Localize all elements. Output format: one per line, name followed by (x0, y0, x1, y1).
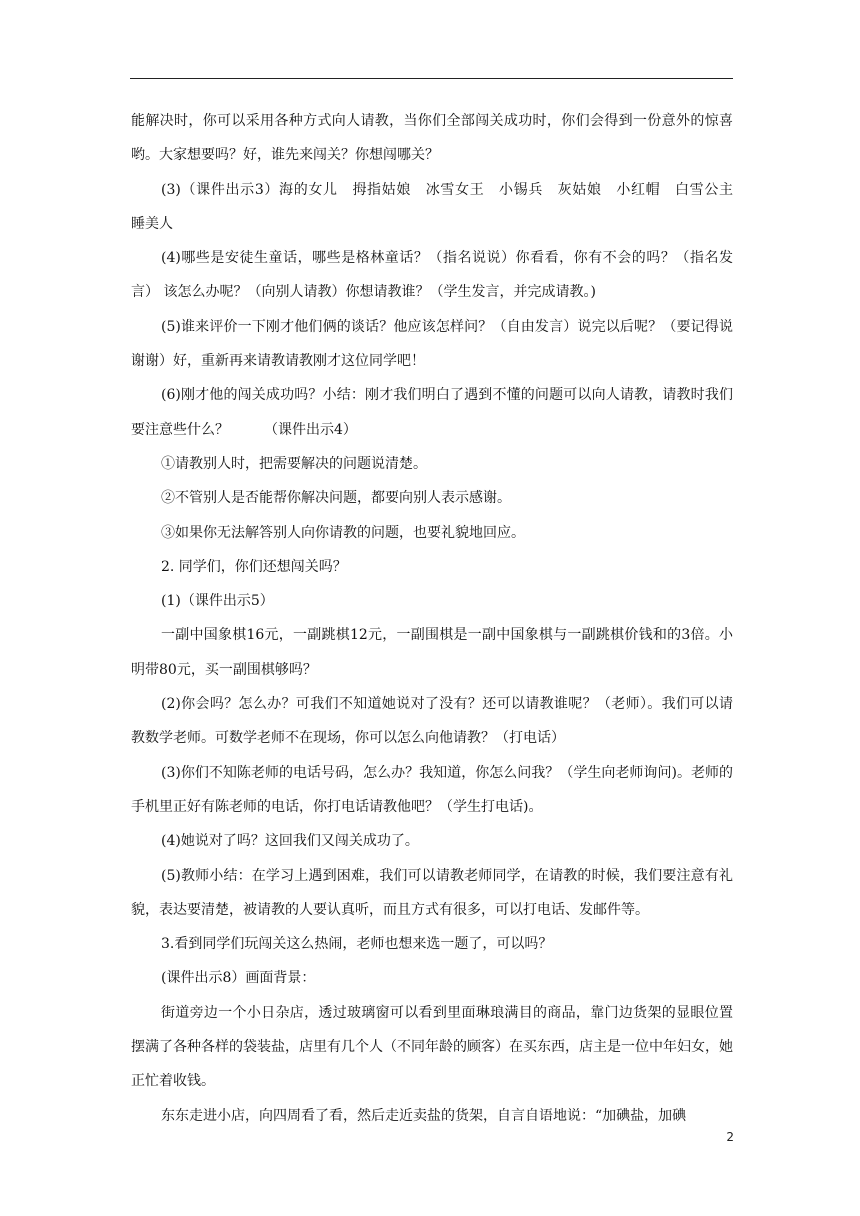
list-item: ①请教别人时，把需要解决的问题说清楚。 (161, 455, 427, 472)
paragraph: 能解决时，你可以采用各种方式向人请教，当你们全部闯关成功时，你们会得到一份意外的惊喜哟。大家想要吗？好，谁先来闯关？你想闯哪关？ (131, 113, 733, 164)
paragraph: (4)她说对了吗？这回我们又闯关成功了。 (161, 833, 419, 850)
paragraph: (2)你会吗？怎么办？可我们不知道她说对了没有？还可以请教谁呢？（老师）。我们可以请教数学老师。可数学老师不在现场，你可以怎么向他请教？（打电话） (131, 696, 733, 747)
list-item: ③如果你无法解答别人向你请教的问题，也要礼貌地回应。 (161, 524, 525, 541)
paragraph: 一副中国象棋16元，一副跳棋12元，一副围棋是一副中国象棋与一副跳棋价钱和的3倍。小明带80元，买一副围棋够吗？ (131, 627, 733, 678)
section-heading: 2. 同学们，你们还想闯关吗？ (161, 558, 347, 575)
paragraph: (3)你们不知陈老师的电话号码，怎么办？我知道，你怎么问我？（学生向老师询问)。老师的手机里正好有陈老师的电话，你打电话请教他吧？（学生打电话)。 (131, 764, 733, 815)
paragraph: (3)（课件出示3）海的女儿 拇指姑娘 冰雪女王 小锡兵 灰姑娘 小红帽 白雪公主 睡美人 (131, 181, 747, 232)
paragraph: (1)（课件出示5） (161, 593, 274, 610)
paragraph: (5)谁来评价一下刚才他们俩的谈话？他应该怎样问？（自由发言）说完以后呢？（要记得说谢谢）好，重新再来请教请教刚才这位同学吧！ (131, 318, 733, 370)
list-item: ②不管别人是否能帮你解决问题，都要向别人表示感谢。 (161, 490, 511, 507)
paragraph: (课件出示8）画面背景： (161, 970, 316, 987)
paragraph: 街道旁边一个小日杂店，透过玻璃窗可以看到里面琳琅满目的商品，靠门边货架的显眼位置摆满了各种各样的袋装盐，店里有几个人（不同年龄的顾客）在买东西，店主是一位中年妇女，她正忙着收钱。 (131, 1004, 733, 1090)
section-heading: 3.看到同学们玩闯关这么热闹，老师也想来选一题了，可以吗？ (161, 936, 553, 953)
paragraph: 东东走进小店，向四周看了看，然后走近卖盐的货架，自言自语地说：“加碘盐，加碘 (161, 1107, 687, 1124)
paragraph: (4)哪些是安徒生童话，哪些是格林童话？（指名说说）你看看，你有不会的吗？（指名发言） 该怎么办呢？（向别人请教）你想请教谁？（学生发言，并完成请教。) (131, 250, 733, 301)
document-body (131, 104, 747, 1133)
paragraph: (6)刚才他的闯关成功吗？小结：刚才我们明白了遇到不懂的问题可以向人请教，请教时我们要注意些什么？ （课件出示4） (131, 387, 733, 438)
page-number: 2 (726, 1130, 734, 1144)
paragraph: (5)教师小结：在学习上遇到困难，我们可以请教老师同学，在请教的时候，我们要注意有礼貌，表达要清楚，被请教的人要认真听，而且方式有很多，可以打电话、发邮件等。 (131, 867, 733, 918)
header-rule (130, 78, 733, 79)
